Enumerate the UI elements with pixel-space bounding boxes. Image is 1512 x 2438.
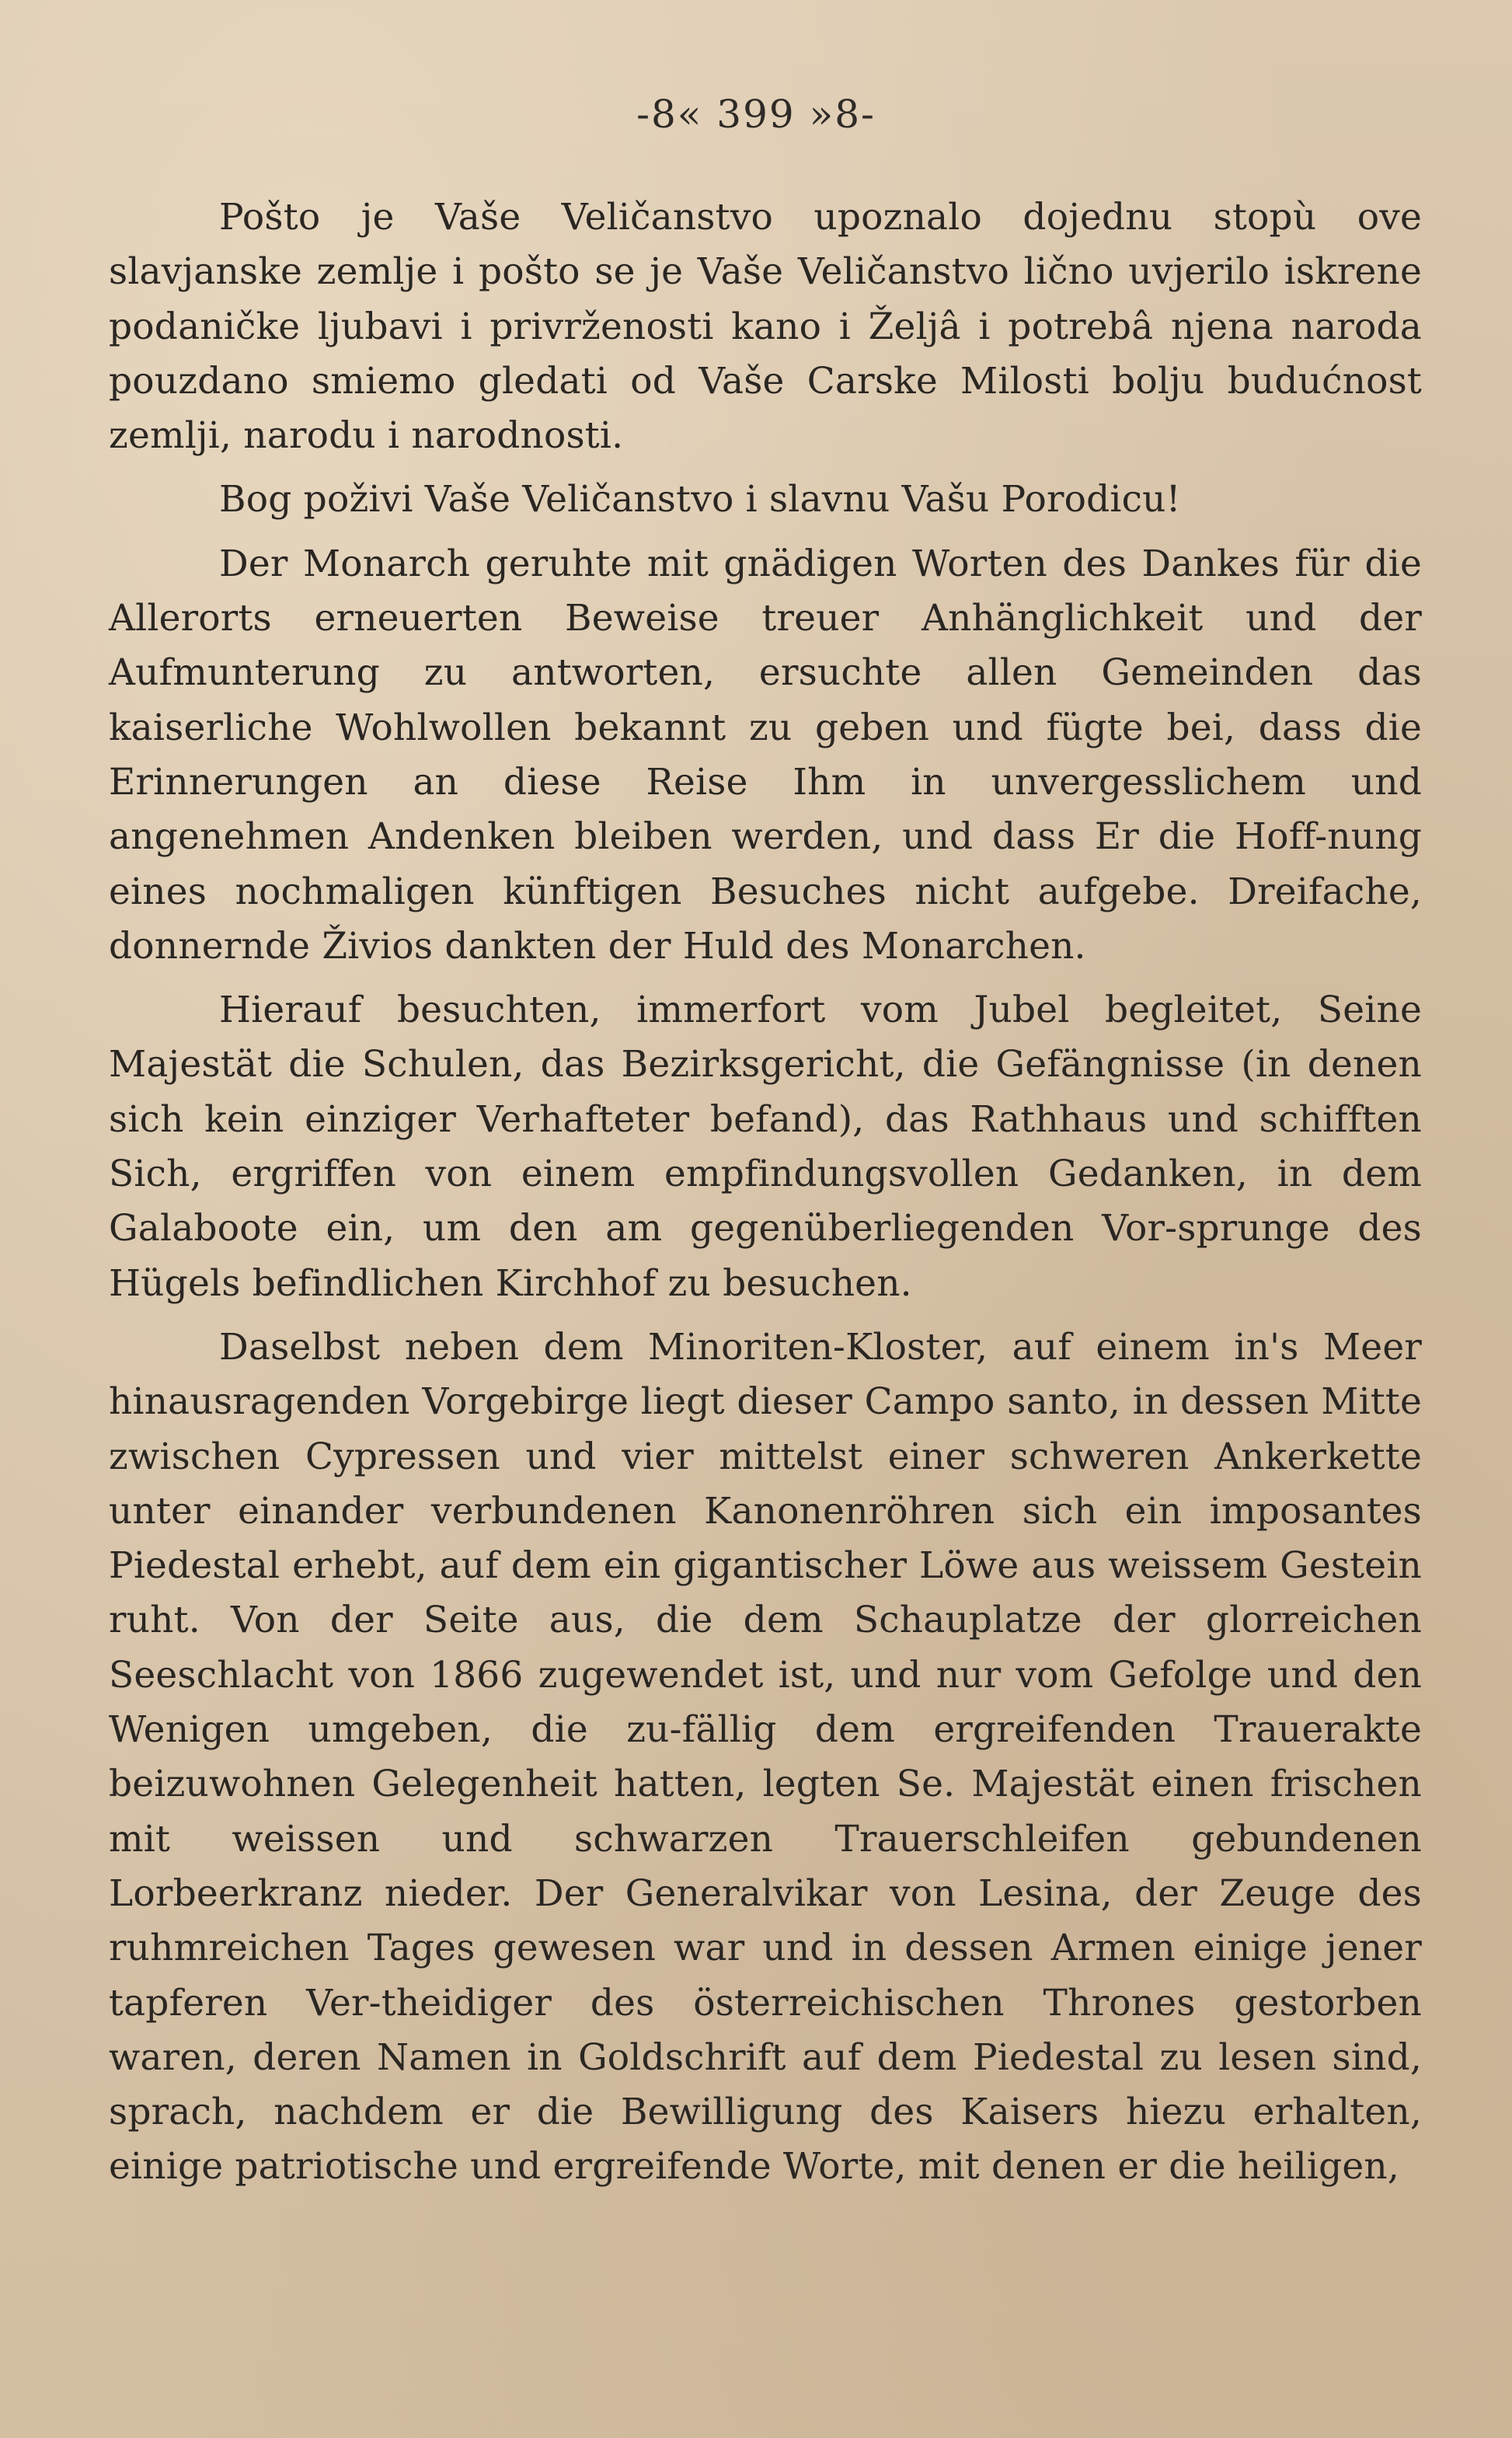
paragraph-croatian-blessing: Bog poživi Vaše Veličanstvo i slavnu Vašu Porodicu!	[219, 478, 1181, 521]
page-number: -8« 399 »8-	[636, 92, 876, 137]
paragraph-campo-santo: Daselbst neben dem Minoriten-Kloster, auf einem in's Meer hinausragenden Vorgebirge liegt dieser Campo santo, in dessen Mitte zwischen Cypressen und vier mittelst einer schweren Ankerkette unter einander verbundenen Kanonenröhren sich ein imposantes Piedestal erhebt, auf dem ein gigantischer Löwe aus weissem Gestein ruht. Von der Seite aus, die dem Schauplatze der glorreichen Seeschlacht von 1866 zugewendet ist, und nur vom Gefolge und den Wenigen umgeben, die zu-fällig dem ergreifenden Trauerakte beizuwohnen Gelegenheit hatten, legten Se. Majestät einen frischen mit weissen und schwarzen Trauerschleifen gebundenen Lorbeerkranz nieder. Der Generalvikar von Lesina, der Zeuge des ruhmreichen Tages gewesen war und in dessen Armen einige jener tapferen Ver-theidiger des österreichischen Thrones gestorben waren, deren Namen in Goldschrift auf dem Piedestal zu lesen sind, sprach, nachdem er die Bewilligung des Kaisers hiezu erhalten, einige patriotische und ergreifende Worte, mit denen er die heiligen,	[109, 1325, 1422, 2189]
paragraph-visit-institutions: Hierauf besuchten, immerfort vom Jubel begleitet, Seine Majestät die Schulen, das Bezirksgericht, die Gefängnisse (in denen sich kein einziger Verhafteter befand), das Rathhaus und schifften Sich, ergriffen von einem empfindungsvollen Gedanken, in dem Galaboote ein, um den am gegenüberliegenden Vor-sprunge des Hügels befindlichen Kirchhof zu besuchen.	[109, 989, 1422, 1305]
paragraph-monarch-reply: Der Monarch geruhte mit gnädigen Worten des Dankes für die Allerorts erneuerten Beweise treuer Anhänglichkeit und der Aufmunterung zu antworten, ersuchte allen Gemeinden das kaiserliche Wohlwollen bekannt zu geben und fügte bei, dass die Erinnerungen an diese Reise Ihm in unvergesslichem und angenehmen Andenken bleiben werden, und dass Er die Hoff-nung eines nochmaligen künftigen Besuches nicht aufgebe. Dreifache, donnernde Živios dankten der Huld des Monarchen.	[109, 542, 1422, 968]
paragraph-croatian-address: Pošto je Vaše Veličanstvo upoznalo dojednu stopù ove slavjanske zemlje i pošto se je Vaše Veličanstvo lično uvjerilo iskrene podaničke ljubavi i privrženosti kano i Željâ i potrebâ njena naroda pouzdano smiemo gledati od Vaše Carske Milosti bolju budućnost zemlji, narodu i narodnosti.	[109, 196, 1422, 458]
body-text	[109, 190, 1422, 2195]
